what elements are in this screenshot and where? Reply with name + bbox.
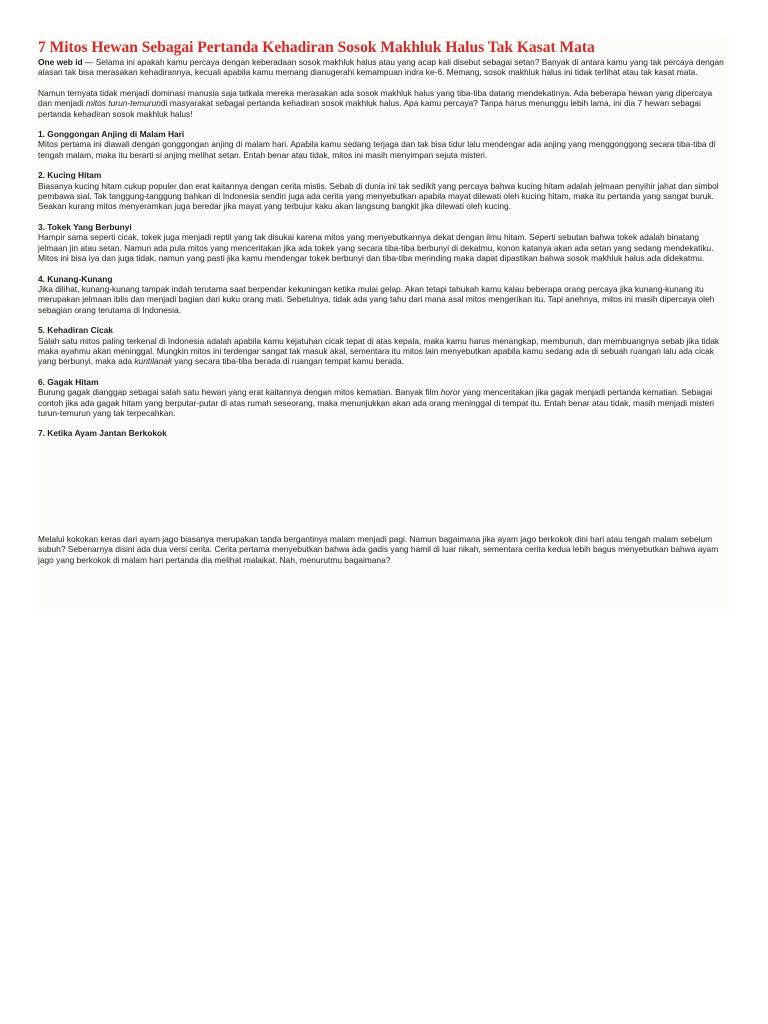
section-2 [36, 170, 730, 212]
section-heading: 1. Gonggongan Anjing di Malam Hari [38, 129, 185, 140]
section-text-emphasis: horor [440, 387, 461, 398]
section-heading: 4. Kunang-Kunang [38, 273, 113, 284]
intro2-after: di masyarakat sebagai pertanda kehadiran sosok makhluk halus. Apa kamu percaya? Tanpa harus menunggu lebih lama, ini dia 7 hewan sebagai pertanda kehadiran sosok makhluk halus! [38, 98, 701, 119]
section-5 [36, 325, 730, 367]
closing-paragraph: Melalui kokokan keras dari ayam jago biasanya merupakan tanda bergantinya malam menjadi pagi. Namun bagaimana jika ayam jago berkokok dini hari atau tengah malam sebelum subuh? Sebenarnya disini ada dua versi cerita. Cerita pertama menyebutkan bahwa ada gadis yang hamil di luar nikah, sementara cerita kedua lebih bagus menyebutkan bahwa ayam jago yang berkokok di malam hari pertanda dia melihat malaikat. Nah, menurutmu bagaimana? [38, 533, 719, 565]
section-text [38, 387, 730, 418]
section-text [38, 336, 730, 367]
section-6 [36, 377, 730, 419]
section-3 [36, 222, 730, 264]
section-text-part: Mitos pertama ini diawali dengan gonggongan anjing di malam hari. Apabila kamu sedang terjaga dan tak bisa tidur lalu mendengar ada anjing yang menggonggong secara tiba-tiba di tengah malam, maka itu berarti si anjing melihat setan. Entah benar atau tidak, mitos ini masih menyimpan sejuta misteri. [38, 139, 716, 160]
source-label: One web id [38, 57, 83, 67]
section-text-part: Jika dilihat, kunang-kunang tampak indah terutama saat berpendar kekuningan ketika mulai gelap. Akan tetapi tahukah kamu kalau beberapa orang percaya jika kunang-kunang itu merupakan jelmaan iblis dan menjadi bagian dari kuku orang mati. Sebetulnya, tidak ada yang tahu dari mana asal mitos mengerikan itu. Tapi anehnya, mitos ini masih dipercaya oleh sebagian orang terutama di Indonesia. [38, 283, 715, 315]
intro2-before: Namun ternyata tidak menjadi dominasi manusia saja tatkala mereka merasakan ada sosok makhluk halus yang tiba-tiba datang mendekatinya. Ada beberapa hewan yang dipercaya dan menjadi [38, 87, 713, 109]
section-text-part: Biasanya kucing hitam cukup populer dan erat kaitannya dengan cerita mistis. Sebab di dunia ini tak sedikit yang percaya bahwa kucing hitam adalah jelmaan penyihir jahat dan simbol pembawa sial. Tak tanggung-tanggung bahkan di Indonesia sendiri juga ada cerita yang menyebutkan apabila mayat dilewati oleh kucing hitam, maka itu pertanda yang sangat buruk. Seakan kurang mitos menyeramkan juga beredar jika mayat yang terbujur kaku akan langsung bangkit jika dilewati oleh kucing. [38, 180, 719, 212]
section-heading: 6. Gagak Hitam [38, 376, 99, 387]
article-page [36, 36, 730, 614]
section-text-part: yang secara tiba-tiba berada di ruangan tempat kamu berada. [172, 356, 404, 367]
section-heading: 7. Ketika Ayam Jantan Berkokok [38, 428, 167, 439]
intro2-emphasis: mitos turun-temurun [85, 98, 161, 109]
section-text [38, 284, 730, 315]
section-heading: 2. Kucing Hitam [38, 170, 102, 181]
section-heading: 3. Tokek Yang Berbunyi [38, 221, 132, 232]
section-4 [36, 274, 730, 316]
image-placeholder [36, 439, 730, 534]
intro-paragraph [38, 57, 730, 78]
section-text [38, 232, 730, 263]
intro-paragraph-2 [38, 88, 730, 119]
section-text-part: Salah satu mitos paling terkenal di Indonesia adalah apabila kamu kejatuhan cicak tepat di atas kepala, maka kamu harus menangkap, membunuh, dan membuangnya sebab jika tidak maka ayahmu akan meninggal. Mungkin mitos ini terdengar sangat tak masuk akal, sementara itu mitos lain menyebutkan apabila kamu sedang ada di sebuah ruangan lalu ada cicak yang berbunyi, maka ada [38, 335, 720, 367]
section-text [38, 139, 730, 160]
section-text-emphasis: kuntilanak [134, 356, 173, 367]
section-text-part: Burung gagak dianggap sebagai salah satu hewan yang erat kaitannya dengan mitos kematian. Banyak film [38, 387, 441, 398]
intro-text: — Selama ini apakah kamu percaya dengan keberadaan sosok makhluk halus atau yang acap kali disebut sebagai setan? Banyak di antara kamu yang tak percaya dengan alasan tak bisa merasakan kehadirannya, kecuali apabila kamu memang dianugerahi kemampuan indra ke-6. Memang, sosok makhluk halus ini tidak terlihat atau tak kasat mata. [38, 57, 724, 78]
section-7 [36, 428, 730, 533]
article-title: 7 Mitos Hewan Sebagai Pertanda Kehadiran Sosok Makhluk Halus Tak Kasat Mata [38, 39, 595, 56]
section-1 [36, 129, 730, 160]
section-heading: 5. Kehadiran Cicak [38, 325, 113, 336]
section-text [38, 181, 730, 212]
section-text-part: Hampir sama seperti cicak, tokek juga menjadi reptil yang tak disukai karena mitos yang menyebutkannya dekat dengan ilmu hitam. Seperti sebutan bahwa tokek adalah binatang jelmaan jin atau setan. Namun ada pula mitos yang menceritakan jika ada tokek yang secara tiba-tiba berbunyi di dekatmu, konon katanya akan ada setan yang sedang mendekatiku. Mitos ini bisa iya dan juga tidak, namun yang pasti jika kamu mendengar tokek berbunyi dan tiba-tiba merinding maka dapat dipastikan bahwa sosok makhluk halus ada didekatmu. [38, 232, 714, 264]
section-text-part: yang menceritakan jika gagak menjadi pertanda kematian. Sebagai contoh jika ada gagak hitam yang berputar-putar di atas rumah seseorang, maka menunjukkan akan ada orang meninggal di tempat itu. Entah benar atau tidak, masih menjadi misteri turun-temurun yang tak terpecahkan. [38, 387, 714, 418]
